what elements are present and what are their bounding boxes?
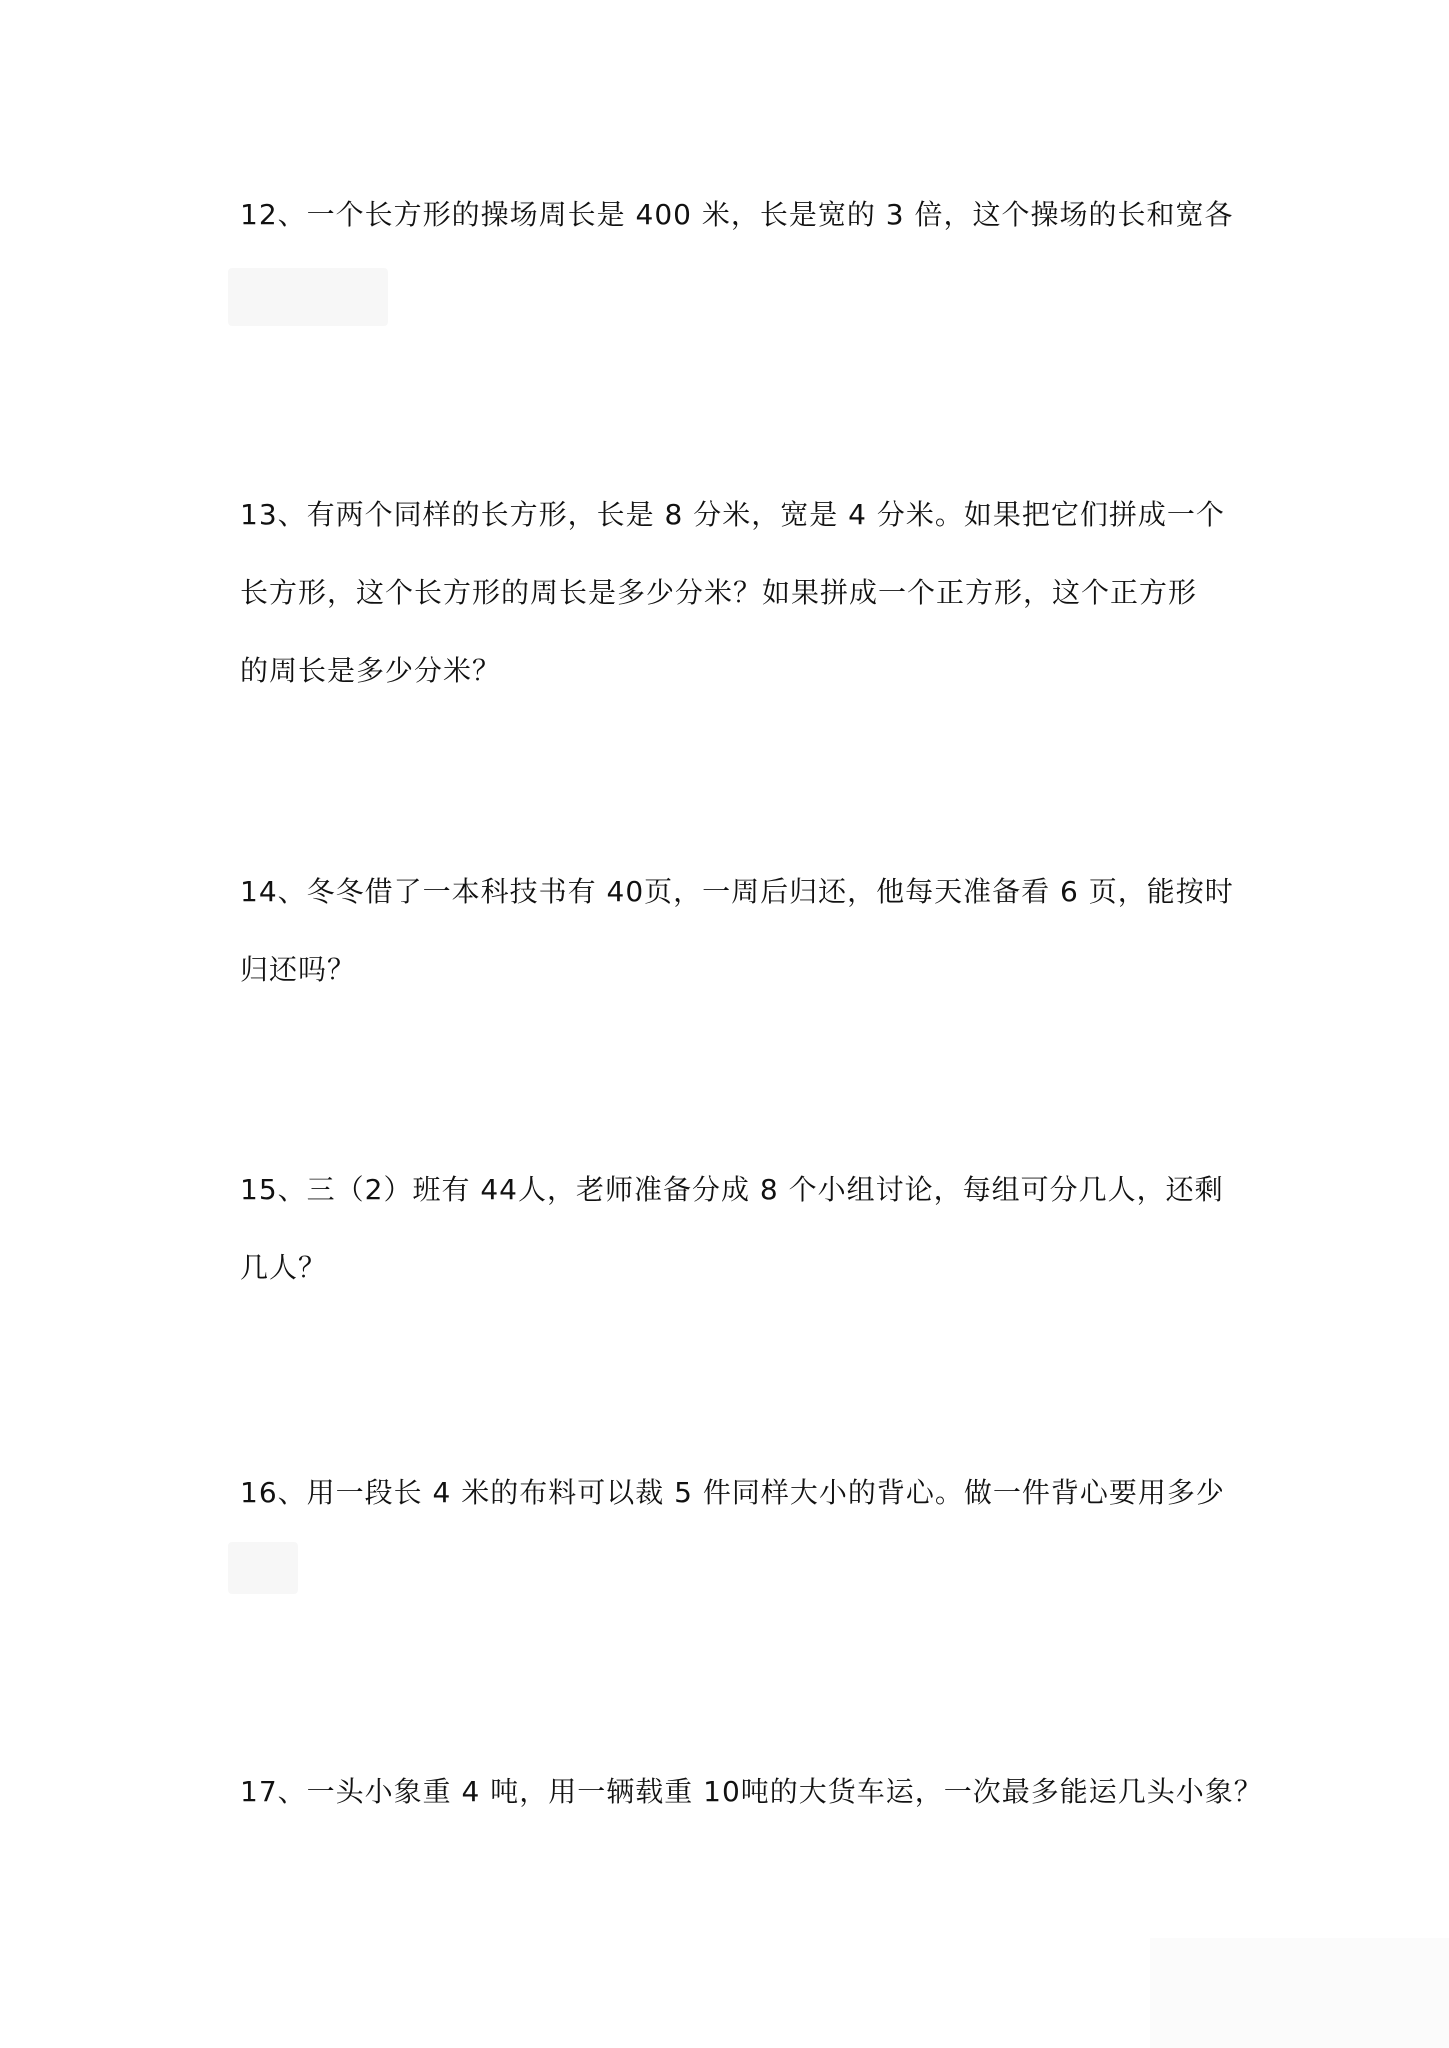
blank-patch	[228, 268, 388, 326]
corner-patch	[1150, 1938, 1449, 2048]
problem-13	[240, 495, 1225, 691]
problem-16	[240, 1473, 1225, 1513]
problem-12	[240, 195, 1234, 235]
problem-14-line-1: 14、冬冬借了一本科技书有 40页，一周后归还，他每天准备看 6 页，能按时	[240, 875, 1234, 908]
problem-12-line-1: 12、一个长方形的操场周长是 400 米，长是宽的 3 倍，这个操场的长和宽各	[240, 198, 1234, 231]
problem-13-line-2: 长方形，这个长方形的周长是多少分米？如果拼成一个正方形，这个正方形	[240, 576, 1198, 609]
problem-16-line-1: 16、用一段长 4 米的布料可以裁 5 件同样大小的背心。做一件背心要用多少	[240, 1476, 1225, 1509]
problem-13-line-3: 的周长是多少分米？	[240, 654, 502, 687]
problem-14	[240, 872, 1234, 990]
problem-15	[240, 1170, 1224, 1288]
problem-17-line-1: 17、一头小象重 4 吨，用一辆载重 10吨的大货车运，一次最多能运几头小象？	[240, 1775, 1263, 1808]
problem-15-line-1: 15、三（2）班有 44人，老师准备分成 8 个小组讨论，每组可分几人，还剩	[240, 1173, 1224, 1206]
problem-13-line-1: 13、有两个同样的长方形，长是 8 分米，宽是 4 分米。如果把它们拼成一个	[240, 498, 1225, 531]
problem-14-line-2: 归还吗？	[240, 953, 357, 986]
blank-patch	[228, 1542, 298, 1594]
problem-17	[240, 1772, 1263, 1812]
problem-15-line-2: 几人？	[240, 1251, 328, 1284]
